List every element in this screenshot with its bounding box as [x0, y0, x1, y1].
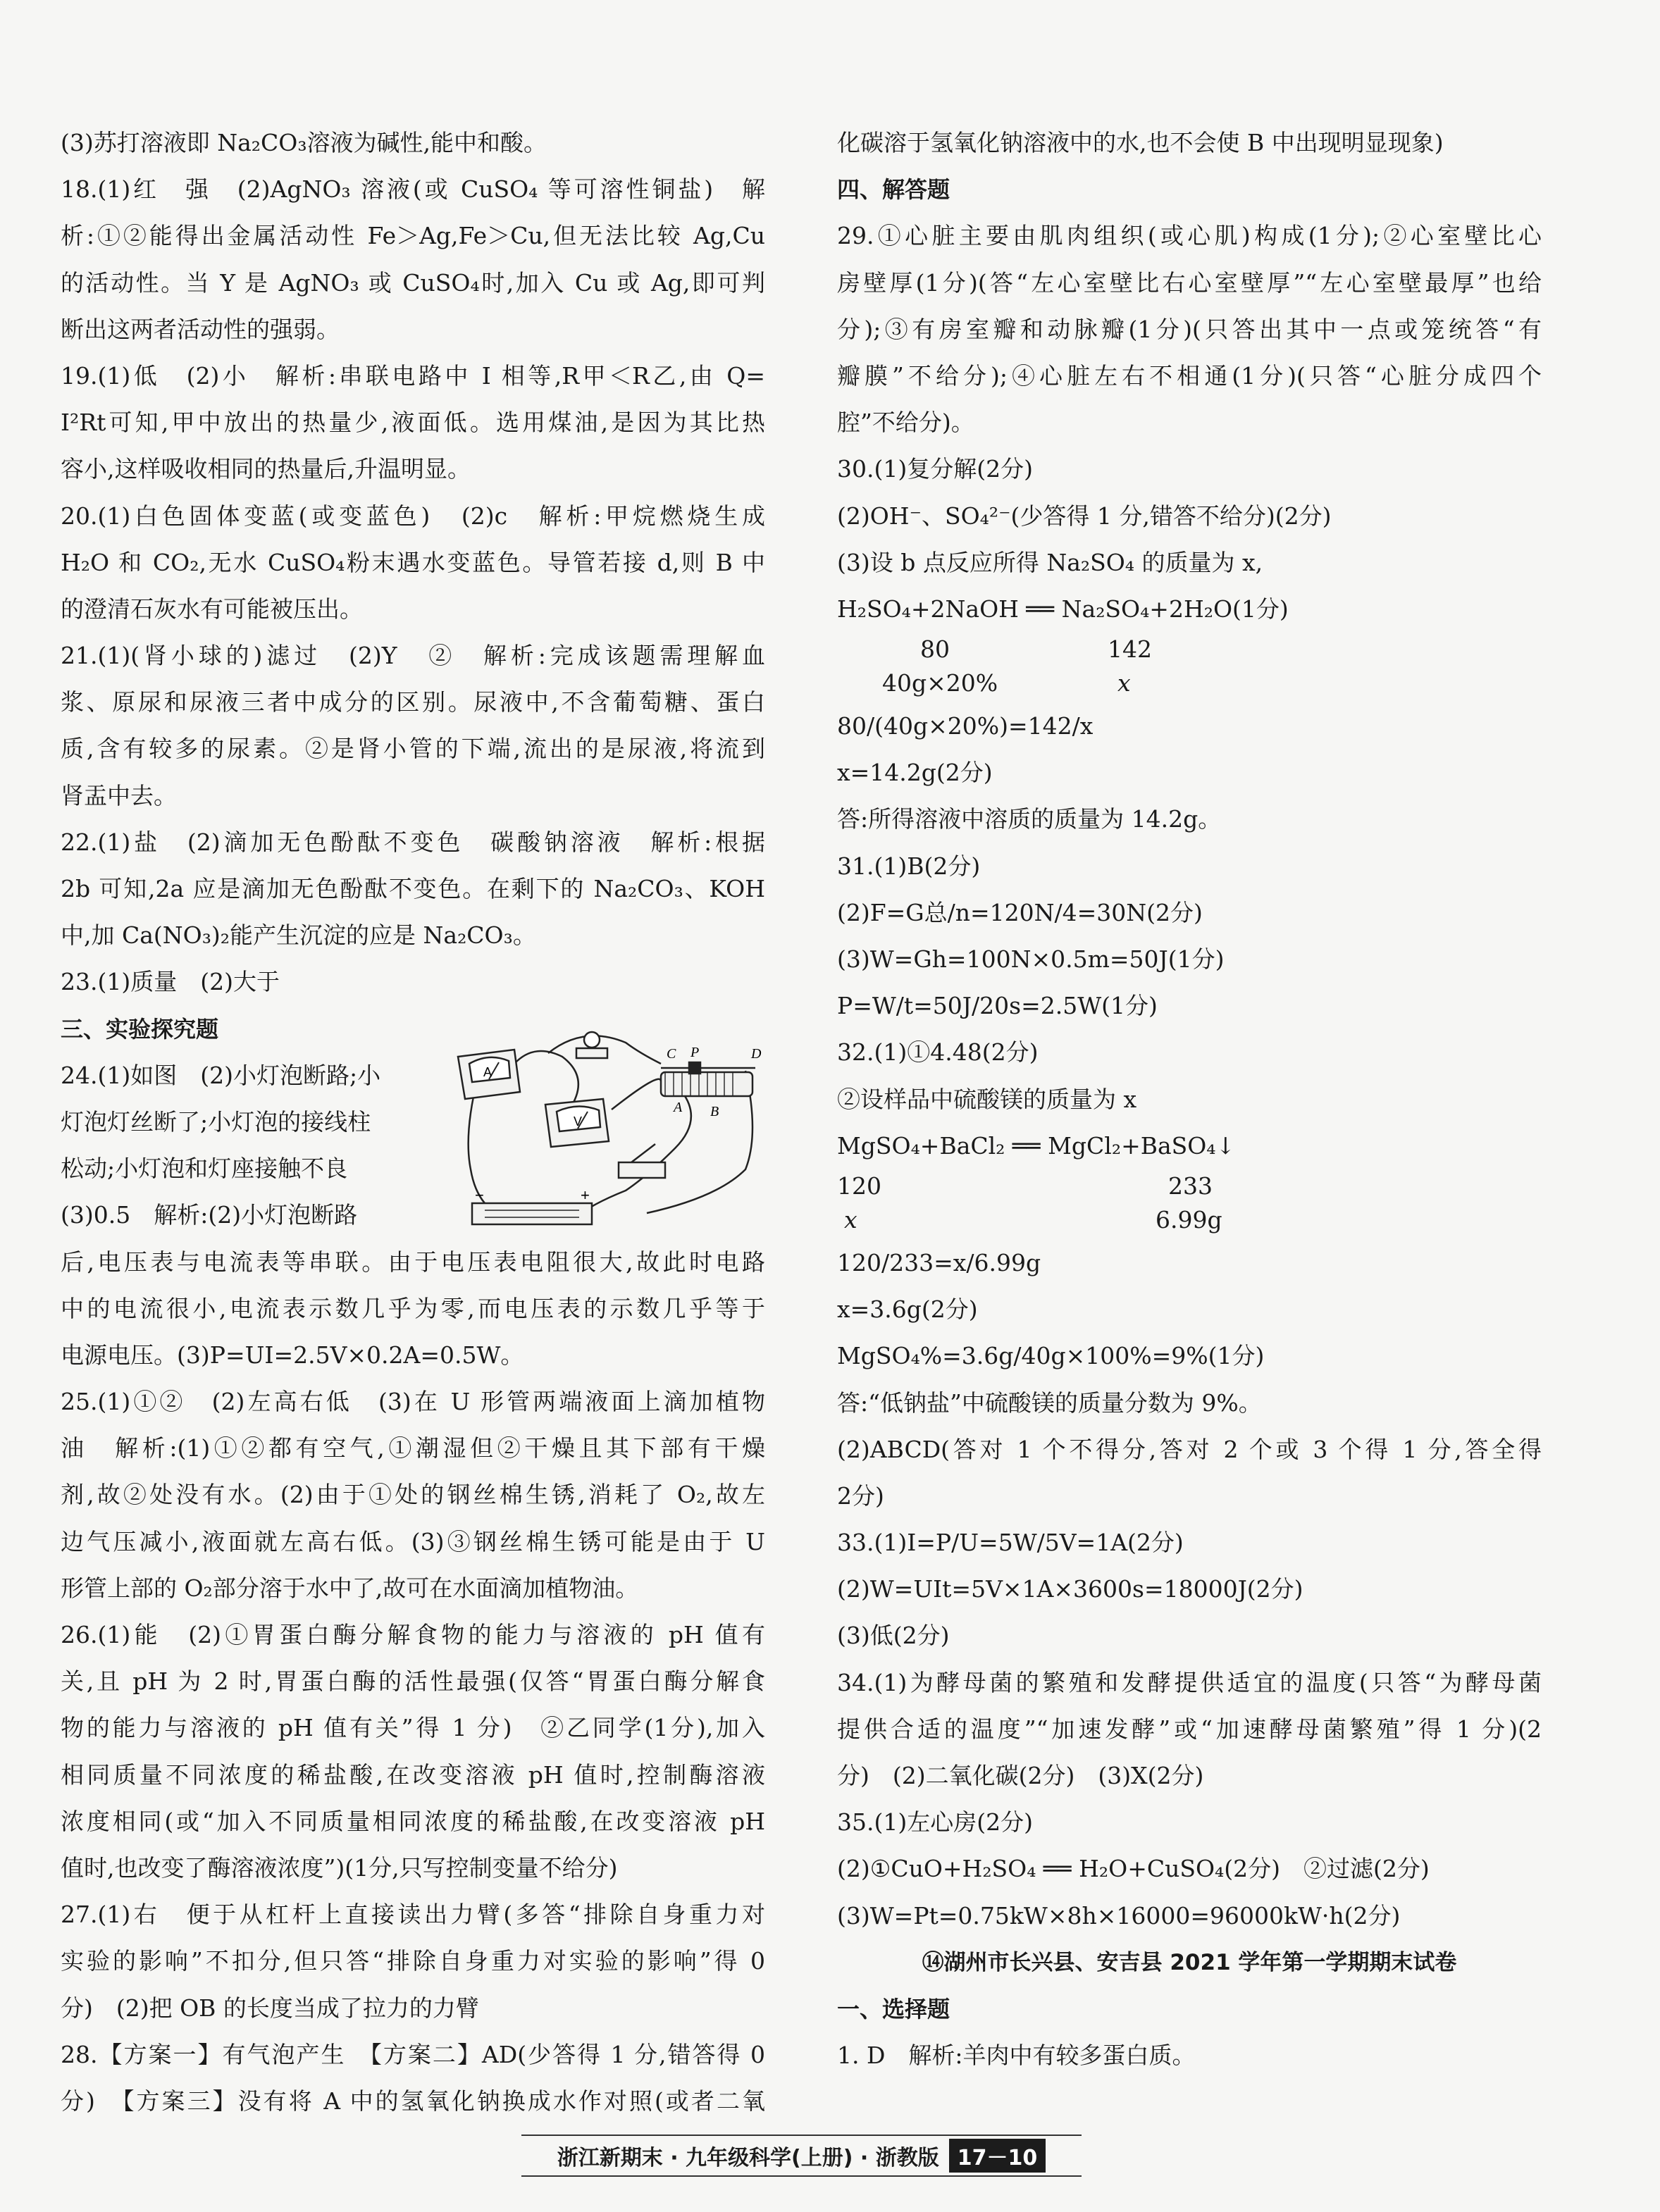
- text-line: 电源电压。(3)P=UI=2.5V×0.2A=0.5W。: [61, 1341, 524, 1369]
- text-line: 24.(1)如图 (2)小灯泡断路;小: [61, 1061, 381, 1089]
- text-line: (2)①CuO+H₂SO₄ ══ H₂O+CuSO₄(2分) ②过滤(2分): [837, 1855, 1430, 1883]
- label-a: A: [674, 1100, 683, 1115]
- text-line: 分) (2)把 OB 的长度当成了拉力的力臂: [61, 1994, 479, 2022]
- section-heading: 四、解答题: [837, 176, 950, 204]
- text-line: 关,且 pH 为 2 时,胃蛋白酶的活性最强(仅答“胃蛋白酶分解食: [61, 1667, 765, 1696]
- text-line: 灯泡灯丝断了;小灯泡的接线柱: [61, 1107, 371, 1136]
- text-line: 2b 可知,2a 应是滴加无色酚酞不变色。在剩下的 Na₂CO₃、KOH: [61, 875, 765, 902]
- section-heading: 一、选择题: [837, 1995, 950, 2023]
- text-line: 实验的影响”不扣分,但只答“排除自身重力对实验的影响”得 0: [61, 1947, 765, 1975]
- text-line: 20.(1)白色固体变蓝(或变蓝色) (2)c 解析:甲烷燃烧生成: [61, 502, 765, 530]
- footer-title: 浙江新期末 · 九年级科学(上册) · 浙教版: [557, 2146, 939, 2170]
- text-line: (3)W=Pt=0.75kW×8h×16000=96000kW·h(2分): [837, 1901, 1401, 1930]
- text-line: 相同质量不同浓度的稀盐酸,在改变溶液 pH 值时,控制酶溶液: [61, 1760, 765, 1789]
- footer: [521, 2135, 1082, 2177]
- text-line: 质,含有较多的尿素。②是肾小管的下端,流出的是尿液,将流到: [61, 735, 765, 763]
- text-line: 边气压减小,液面就左高右低。(3)③钢丝棉生锈可能是由于 U: [61, 1527, 765, 1555]
- text-line: 分) 【方案三】没有将 A 中的氢氧化钠换成水作对照(或者二氧: [61, 2087, 765, 2115]
- text-line: 19.(1)低 (2)小 解析:串联电路中 I 相等,R甲＜R乙,由 Q=: [61, 361, 765, 390]
- voltmeter-label: V: [574, 1114, 583, 1129]
- text-line: 21.(1)(肾小球的)滤过 (2)Y ② 解析:完成该题需理解血: [61, 642, 765, 670]
- text-line: 松动;小灯泡和灯座接触不良: [61, 1155, 348, 1183]
- text-line: 形管上部的 O₂部分溶于水中了,故可在水面滴加植物油。: [61, 1574, 639, 1602]
- right-column: [837, 120, 1542, 2079]
- calc-32-coef-baso4: 233: [1168, 1172, 1213, 1200]
- text-line: MgSO₄+BaCl₂ ══ MgCl₂+BaSO₄↓: [837, 1131, 1236, 1160]
- text-line: (3)W=Gh=100N×0.5m=50J(1分): [837, 945, 1225, 973]
- text-line: 分) (2)二氧化碳(2分) (3)X(2分): [837, 1762, 1204, 1789]
- calc-block-30: [837, 633, 1542, 703]
- text-line: 28.【方案一】有气泡产生 【方案二】AD(少答得 1 分,错答得 0: [61, 2040, 765, 2068]
- text-line: (2)W=UIt=5V×1A×3600s=18000J(2分): [837, 1575, 1303, 1603]
- text-line: 22.(1)盐 (2)滴加无色酚酞不变色 碳酸钠溶液 解析:根据: [61, 828, 765, 856]
- text-line: 答:“低钠盐”中硫酸镁的质量分数为 9%。: [837, 1388, 1262, 1417]
- calc-32-coef-mgso4: 120: [837, 1172, 881, 1200]
- text-line: 剂,故②处没有水。(2)由于①处的钢丝棉生锈,消耗了 O₂,故左: [61, 1481, 765, 1509]
- text-line: 提供合适的温度”“加速发酵”或“加速酵母菌繁殖”得 1 分)(2: [837, 1715, 1542, 1743]
- text-line: 27.(1)右 便于从杠杆上直接读出力臂(多答“排除自身重力对: [61, 1901, 765, 1929]
- text-line: 23.(1)质量 (2)大于: [61, 968, 280, 996]
- ammeter-label: A: [483, 1065, 493, 1079]
- calc-32-mass-baso4: 6.99g: [1156, 1205, 1222, 1234]
- text-line: 18.(1)红 强 (2)AgNO₃ 溶液(或 CuSO₄ 等可溶性铜盐) 解: [61, 175, 765, 204]
- right-mid-block: [837, 703, 1542, 1169]
- text-line: 容小,这样吸收相同的热量后,升温明显。: [61, 455, 471, 483]
- label-b: B: [710, 1104, 719, 1119]
- text-line: 分);③有房室瓣和动脉瓣(1分)(只答出其中一点或笼统答“有: [837, 315, 1542, 343]
- battery: [472, 1203, 592, 1224]
- text-line: P=W/t=50J/20s=2.5W(1分): [837, 992, 1158, 1020]
- text-line: 35.(1)左心房(2分): [837, 1808, 1033, 1837]
- text-line: 物的能力与溶液的 pH 值有关”得 1 分) ②乙同学(1分),加入: [61, 1714, 765, 1742]
- text-line: 中的电流很小,电流表示数几乎为零,而电压表的示数几乎等于: [61, 1294, 765, 1322]
- label-p: P: [690, 1045, 700, 1060]
- battery-positive: +: [581, 1186, 590, 1204]
- right-top-block: [837, 120, 1542, 633]
- text-line: (3)0.5 解析:(2)小灯泡断路: [61, 1201, 358, 1229]
- text-line: 2分): [837, 1481, 884, 1510]
- text-line: 25.(1)①② (2)左高右低 (3)在 U 形管两端液面上滴加植物: [61, 1388, 765, 1416]
- text-line: 油 解析:(1)①②都有空气,①潮湿但②干燥且其下部有干燥: [61, 1434, 765, 1462]
- calc-30-unknown: x: [1117, 669, 1131, 697]
- text-line: 房壁厚(1分)(答“左心室壁比右心室壁厚”“左心室壁最厚”也给: [837, 268, 1542, 297]
- text-line: ②设样品中硫酸镁的质量为 x: [837, 1085, 1137, 1113]
- text-line: 的澄清石灰水有可能被压出。: [61, 595, 363, 623]
- text-line: 肾盂中去。: [61, 781, 177, 809]
- text-line: 后,电压表与电流表等串联。由于电压表电阻很大,故此时电路: [61, 1248, 765, 1276]
- text-line: 34.(1)为酵母菌的繁殖和发酵提供适宜的温度(只答“为酵母菌: [837, 1668, 1542, 1696]
- text-line: 31.(1)B(2分): [837, 852, 981, 880]
- text-line: 30.(1)复分解(2分): [837, 455, 1033, 483]
- text-line: 29.①心脏主要由肌肉组织(或心肌)构成(1分);②心室壁比心: [837, 222, 1542, 250]
- text-line: 的活动性。当 Y 是 AgNO₃ 或 CuSO₄时,加入 Cu 或 Ag,即可判: [61, 268, 765, 297]
- label-d: D: [751, 1046, 762, 1062]
- text-line: x=3.6g(2分): [837, 1295, 978, 1324]
- circuit-diagram: [450, 1029, 765, 1229]
- text-line: 33.(1)I=P/U=5W/5V=1A(2分): [837, 1529, 1184, 1557]
- text-line: 瓣膜”不给分);④心脏左右不相通(1分)(只答“心脏分成四个: [837, 361, 1542, 390]
- text-line: 80/(40g×20%)=142/x: [837, 712, 1094, 740]
- text-line: 浓度相同(或“加入不同质量相同浓度的稀盐酸,在改变溶液 pH: [61, 1807, 765, 1835]
- text-line: (3)苏打溶液即 Na₂CO₃溶液为碱性,能中和酸。: [61, 129, 547, 156]
- section-heading: 三、实验探究题: [61, 1015, 219, 1043]
- text-line: 值时,也改变了酶溶液浓度”)(1分,只写控制变量不给分): [61, 1853, 618, 1882]
- text-line: MgSO₄%=3.6g/40g×100%=9%(1分): [837, 1342, 1265, 1370]
- text-line: 化碳溶于氢氧化钠溶液中的水,也不会使 B 中出现明显现象): [837, 129, 1444, 156]
- text-line: 浆、原尿和尿液三者中成分的区别。尿液中,不含葡萄糖、蛋白: [61, 688, 765, 716]
- text-line: 答:所得溶液中溶质的质量为 14.2g。: [837, 805, 1222, 833]
- text-line: (2)ABCD(答对 1 个不得分,答对 2 个或 3 个得 1 分,答全得: [837, 1435, 1542, 1463]
- calc-30-coef-na2so4: 142: [1108, 635, 1152, 664]
- label-c: C: [667, 1046, 676, 1062]
- text-line: 32.(1)①4.48(2分): [837, 1038, 1039, 1067]
- text-line: 中,加 Ca(NO₃)₂能产生沉淀的应是 Na₂CO₃。: [61, 921, 536, 950]
- page-number: 17－10: [949, 2139, 1046, 2173]
- text-line: (3)设 b 点反应所得 Na₂SO₄ 的质量为 x,: [837, 548, 1263, 576]
- text-line: I²Rt可知,甲中放出的热量少,液面低。选用煤油,是因为其比热: [61, 409, 765, 437]
- text-line: 腔”不给分)。: [837, 409, 974, 437]
- exam-title: ⑭湖州市长兴县、安吉县 2021 学年第一学期期末试卷: [922, 1949, 1457, 1975]
- text-line: 26.(1)能 (2)①胃蛋白酶分解食物的能力与溶液的 pH 值有: [61, 1621, 765, 1648]
- wire: [612, 1079, 661, 1110]
- rheostat: [661, 1062, 755, 1096]
- wire: [514, 1051, 578, 1110]
- text-line: x=14.2g(2分): [837, 759, 993, 787]
- text-line: H₂SO₄+2NaOH ══ Na₂SO₄+2H₂O(1分): [837, 595, 1289, 623]
- text-line: H₂O 和 CO₂,无水 CuSO₄粉末遇水变蓝色。导管若接 d,则 B 中: [61, 548, 765, 576]
- calc-30-coef-naoh: 80: [920, 635, 950, 664]
- text-line: 120/233=x/6.99g: [837, 1248, 1041, 1276]
- right-bottom-block: [837, 1240, 1542, 1939]
- text-line: 析:①②能得出金属活动性 Fe＞Ag,Fe＞Cu,但无法比较 Ag,Cu: [61, 222, 765, 250]
- text-line: 断出这两者活动性的强弱。: [61, 315, 340, 343]
- text-line: 1. D 解析:羊肉中有较多蛋白质。: [837, 2042, 1196, 2070]
- text-line: (2)OH⁻、SO₄²⁻(少答得 1 分,错答不给分)(2分): [837, 502, 1332, 530]
- text-line: (2)F=G总/n=120N/4=30N(2分): [837, 898, 1203, 926]
- battery-negative: −: [475, 1186, 484, 1204]
- calc-block-32: [837, 1169, 1542, 1240]
- calc-30-mass-naoh: 40g×20%: [882, 669, 998, 697]
- right-end-block: [837, 1986, 1542, 2079]
- text-line: (3)低(2分): [837, 1622, 950, 1650]
- calc-32-unknown: x: [844, 1205, 857, 1234]
- switch: [619, 1144, 665, 1178]
